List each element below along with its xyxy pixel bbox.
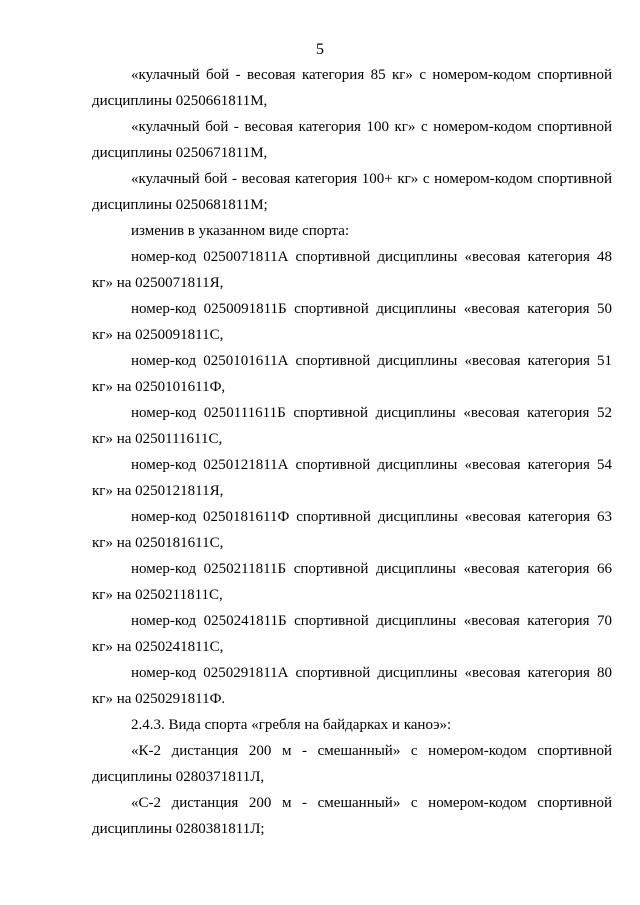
paragraph-code-54kg: номер-код 0250121811А спортивной дисциплины «весовая категория 54 кг» на 0250121811Я,	[92, 457, 612, 499]
paragraph-code-70kg: номер-код 0250241811Б спортивной дисциплины «весовая категория 70 кг» на 0250241811С,	[92, 613, 612, 655]
page-number: 5	[316, 41, 324, 58]
paragraph-fist-fight-100: «кулачный бой - весовая категория 100 кг» с номером-кодом спортивной дисциплины 0250671811М,	[92, 119, 612, 161]
paragraph-code-50kg: номер-код 0250091811Б спортивной дисциплины «весовая категория 50 кг» на 0250091811С,	[92, 301, 612, 343]
paragraph-code-51kg: номер-код 0250101611А спортивной дисциплины «весовая категория 51 кг» на 0250101611Ф,	[92, 353, 612, 395]
paragraph-code-52kg: номер-код 0250111611Б спортивной дисциплины «весовая категория 52 кг» на 0250111611С,	[92, 405, 612, 447]
paragraph-code-80kg: номер-код 0250291811А спортивной дисциплины «весовая категория 80 кг» на 0250291811Ф.	[92, 665, 612, 707]
paragraph-fist-fight-85: «кулачный бой - весовая категория 85 кг» с номером-кодом спортивной дисциплины 0250661811М,	[92, 67, 612, 109]
paragraph-k2-200m: «К-2 дистанция 200 м - смешанный» с номером-кодом спортивной дисциплины 0280371811Л,	[92, 743, 612, 785]
section-heading-canoe: 2.4.3. Вида спорта «гребля на байдарках и каноэ»:	[131, 717, 452, 733]
paragraph-code-66kg: номер-код 0250211811Б спортивной дисциплины «весовая категория 66 кг» на 0250211811С,	[92, 561, 612, 603]
paragraph-code-63kg: номер-код 0250181611Ф спортивной дисциплины «весовая категория 63 кг» на 0250181611С,	[92, 509, 612, 551]
paragraph-c2-200m: «С-2 дистанция 200 м - смешанный» с номером-кодом спортивной дисциплины 0280381811Л;	[92, 795, 612, 837]
paragraph-changing-intro: изменив в указанном виде спорта:	[131, 223, 350, 239]
paragraph-fist-fight-100-plus: «кулачный бой - весовая категория 100+ кг» с номером-кодом спортивной дисциплины 0250681811М;	[92, 171, 612, 213]
paragraph-code-48kg: номер-код 0250071811А спортивной дисциплины «весовая категория 48 кг» на 0250071811Я,	[92, 249, 612, 291]
document-body	[92, 62, 612, 842]
